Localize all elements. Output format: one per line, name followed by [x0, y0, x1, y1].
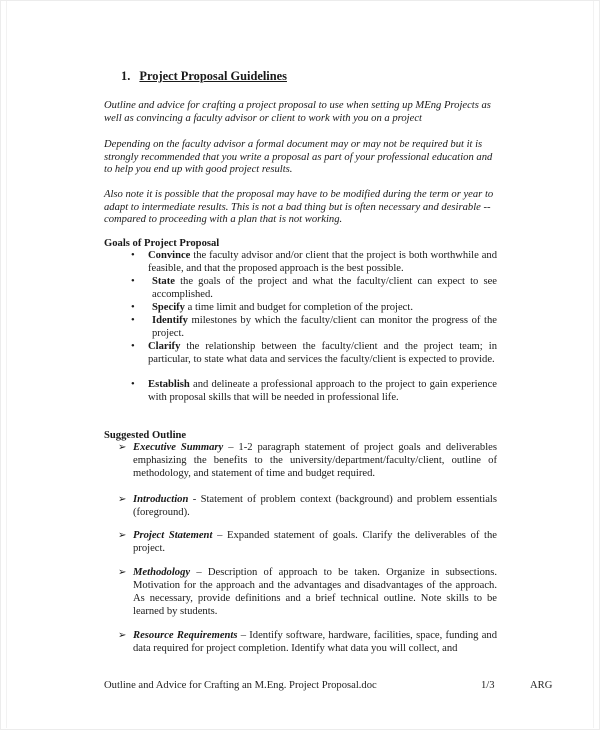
- footer-filename: Outline and Advice for Crafting an M.Eng. Project Proposal.doc: [104, 680, 377, 691]
- arrow-bullet-icon: ➢: [118, 567, 127, 578]
- goal-term: Specify: [152, 302, 185, 313]
- outline-term: Executive Summary: [133, 442, 224, 453]
- goal-text: a time limit and budget for completion of the project.: [184, 302, 413, 313]
- goal-term: Establish: [148, 379, 190, 390]
- goal-item: [131, 250, 497, 275]
- heading-title: Project Proposal Guidelines: [139, 69, 287, 83]
- bullet-icon: •: [131, 250, 135, 261]
- goal-item: [131, 379, 497, 404]
- outline-item: [118, 530, 497, 556]
- outline-item: [118, 630, 497, 656]
- arrow-bullet-icon: ➢: [118, 442, 127, 453]
- goal-text: milestones by which the faculty/client can monitor the progress of the project.: [152, 315, 497, 339]
- outline-text: – Identify software, hardware, facilities, space, funding and data required for project completion. Identify what data you will collect, and: [133, 630, 497, 654]
- goal-term: Clarify: [148, 341, 181, 352]
- page-edge-right: [593, 1, 594, 728]
- arrow-bullet-icon: ➢: [118, 494, 127, 505]
- page-edge-left: [6, 1, 7, 728]
- outline-item: [118, 494, 497, 520]
- goal-text: the goals of the project and what the faculty/client can expect to see accomplished.: [152, 276, 497, 300]
- outline-text: – Description of approach to be taken. Organize in subsections. Motivation for the approach and the advantages and disadvantages of the approach. As necessary, provide definitions and a brief technical outline. Note skills to be learned by students.: [133, 567, 497, 617]
- goal-item: [131, 315, 497, 340]
- outline-text: – Expanded statement of goals. Clarify the deliverables of the project.: [133, 530, 498, 554]
- bullet-icon: •: [131, 379, 135, 390]
- footer-initials: ARG: [530, 680, 553, 691]
- outline-item: [118, 442, 497, 481]
- intro-paragraph: Outline and advice for crafting a project proposal to use when setting up MEng Projects as well as convincing a faculty advisor or client to work with you on a project: [104, 100, 491, 124]
- arrow-bullet-icon: ➢: [118, 630, 127, 641]
- outline-term: Methodology: [133, 567, 191, 578]
- goal-item: [131, 341, 497, 366]
- outline-title: Suggested Outline: [104, 430, 187, 441]
- heading-number: 1.: [121, 69, 131, 83]
- section-heading: [121, 69, 287, 84]
- outline-text: – 1-2 paragraph statement of project goals and deliverables emphasizing the benefits to the university/department/faculty/client, outline of methodology, and statement of time and budget required.: [133, 442, 497, 479]
- goal-term: State: [152, 276, 175, 287]
- goal-text: and delineate a professional approach to the project to gain experience with proposal skills that will be needed in professional life.: [148, 379, 497, 403]
- goal-item: [131, 302, 497, 315]
- goal-term: Identify: [152, 315, 188, 326]
- outline-item: [118, 567, 497, 619]
- goal-text: the relationship between the faculty/client and the project team; in particular, to state what data and services the faculty/client is expected to provide.: [148, 341, 497, 365]
- goal-text: the faculty advisor and/or client that the project is both worthwhile and feasible, and that the proposed approach is the best possible.: [148, 250, 497, 274]
- arrow-bullet-icon: ➢: [118, 530, 127, 541]
- bullet-icon: •: [131, 276, 135, 287]
- goals-title: Goals of Project Proposal: [104, 238, 220, 249]
- bullet-icon: •: [131, 302, 135, 313]
- bullet-icon: •: [131, 315, 135, 326]
- outline-term: Resource Requirements: [133, 630, 238, 641]
- outline-term: Project Statement: [133, 530, 213, 541]
- goal-item: [131, 276, 497, 301]
- outline-text: - Statement of problem context (background) and problem essentials (foreground).: [133, 494, 497, 518]
- intro-paragraph: Depending on the faculty advisor a formal document may or may not be required but it is strongly recommended that you write a proposal as part of your professional education and to help you end up with good project results.: [104, 139, 493, 176]
- intro-paragraph: Also note it is possible that the proposal may have to be modified during the term or year to adapt to intermediate results. This is not a bad thing but is often necessary and desirable -- compared to proceeding with a plan that is not working.: [104, 189, 494, 226]
- outline-term: Introduction: [133, 494, 189, 505]
- goal-term: Convince: [148, 250, 191, 261]
- bullet-icon: •: [131, 341, 135, 352]
- footer-page-number: 1/3: [481, 680, 495, 691]
